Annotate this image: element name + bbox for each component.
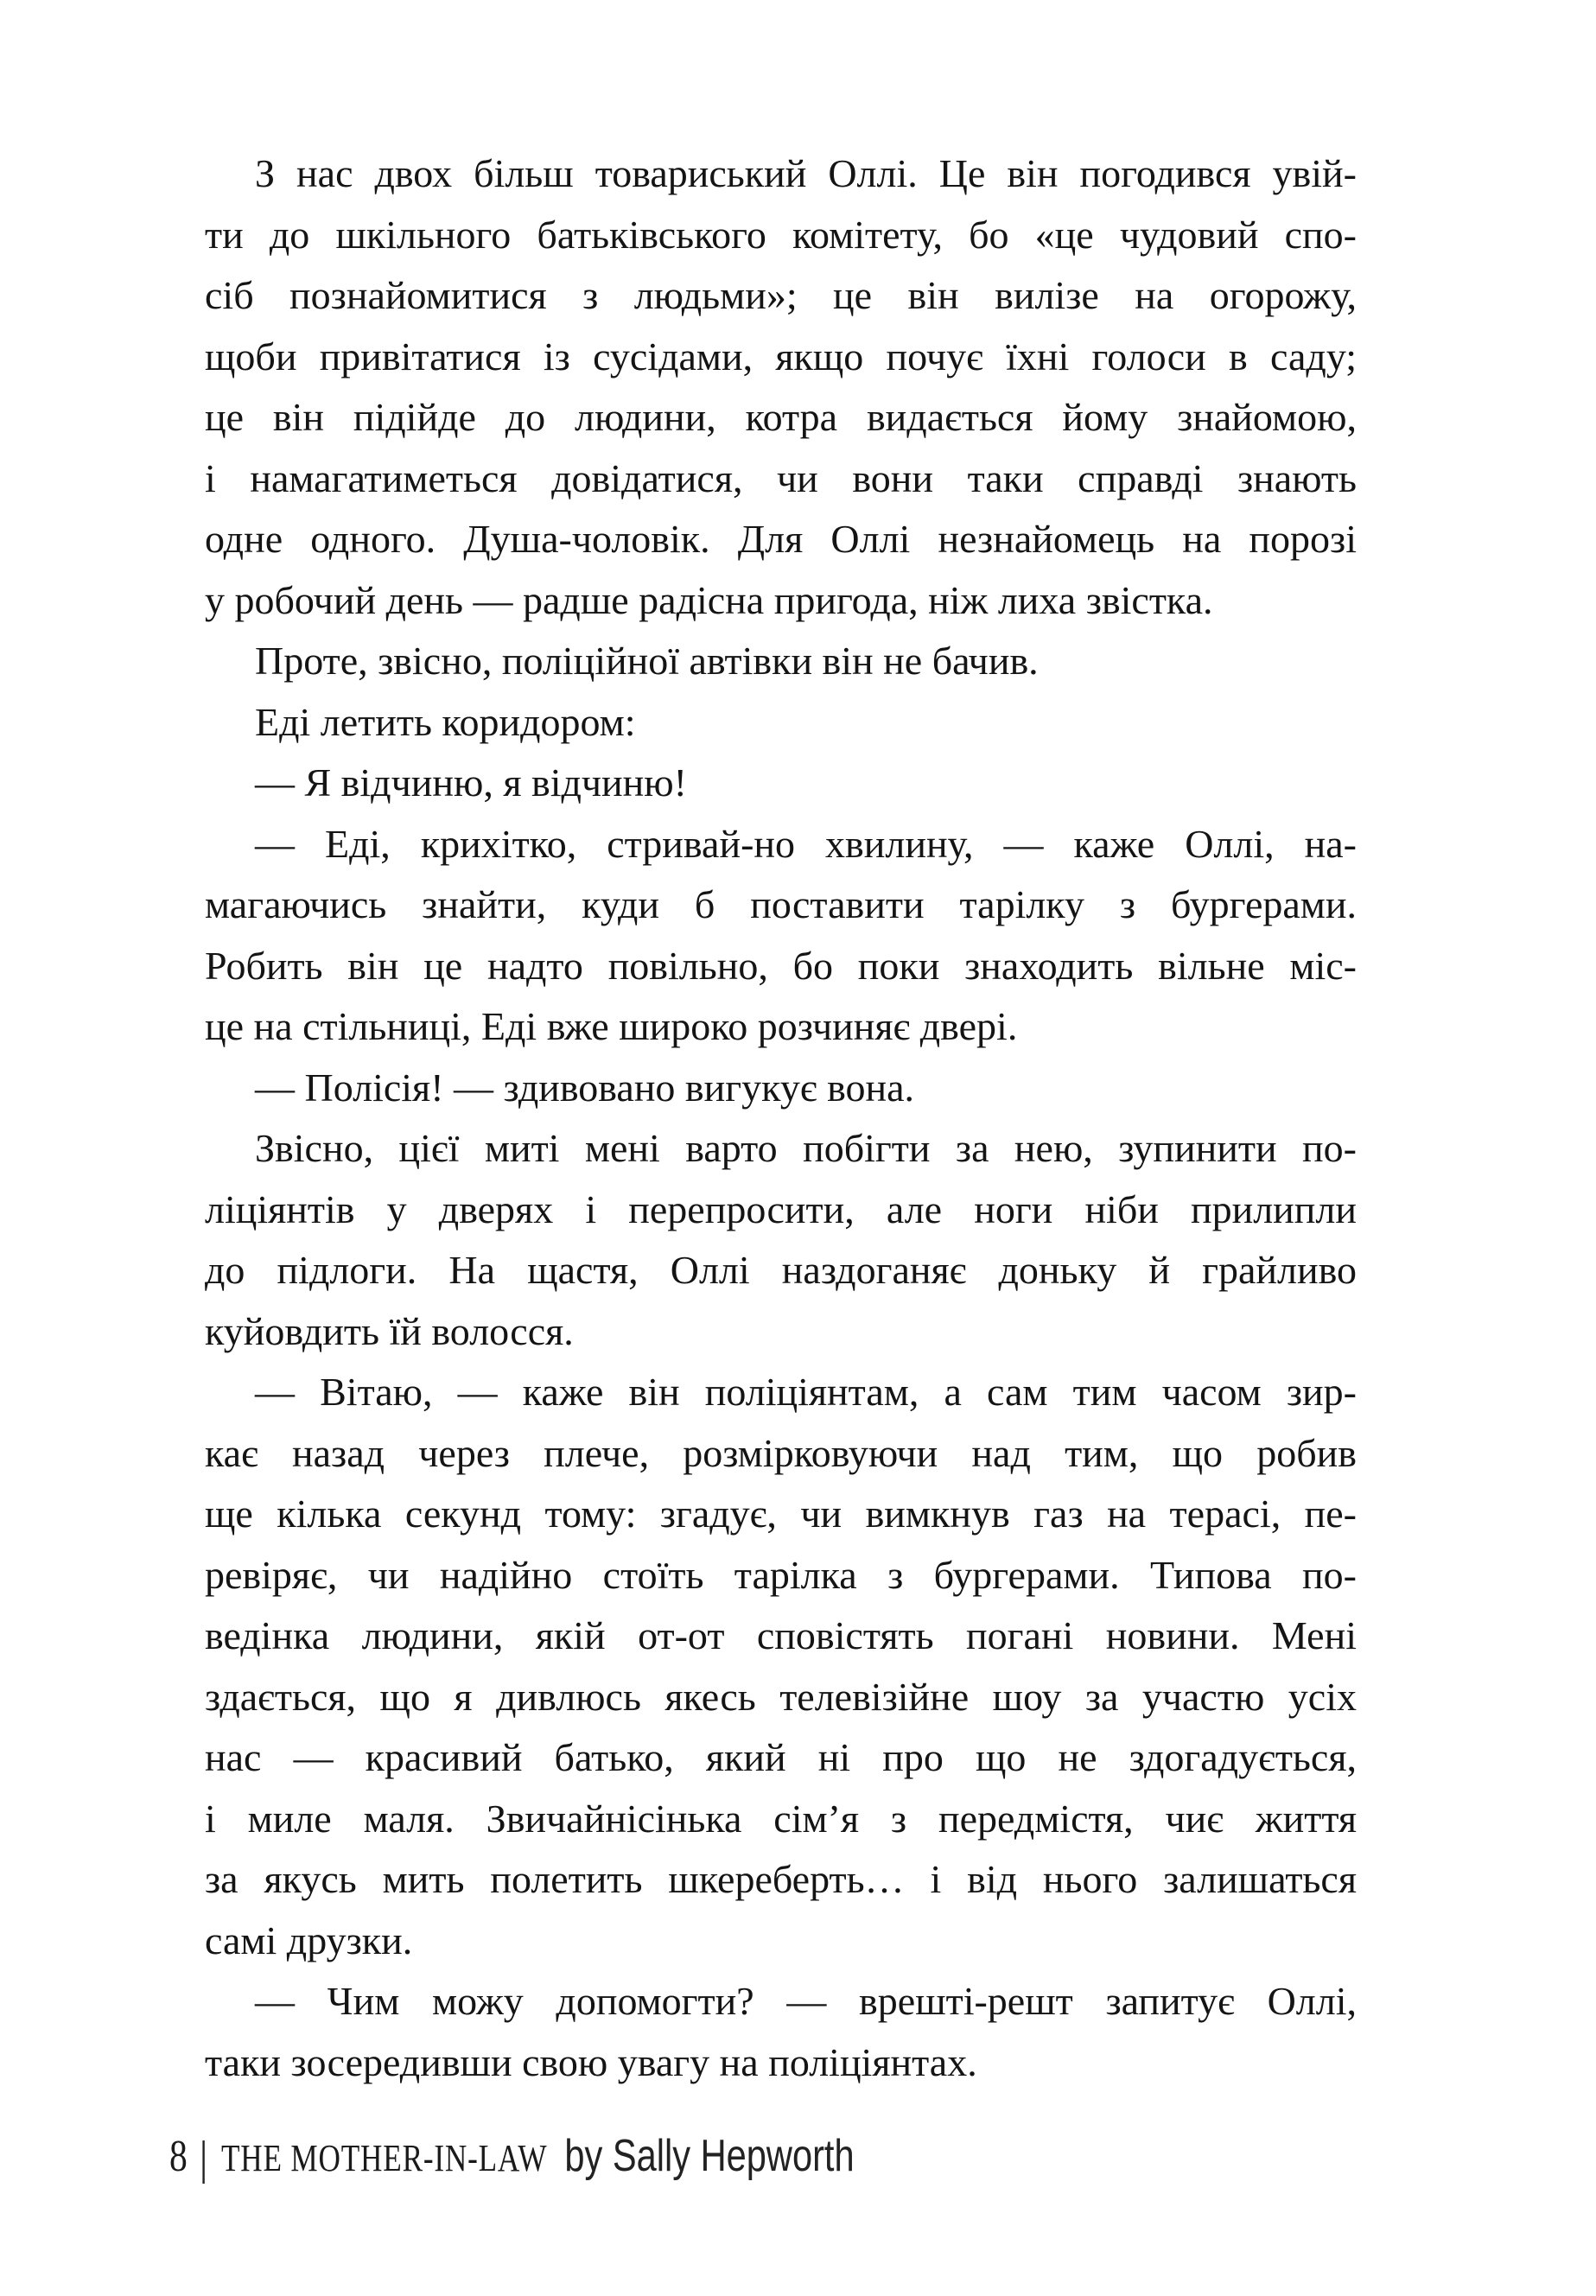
- text-line: у робочий день — радше радісна пригода, ніж лиха звістка.: [205, 577, 1213, 622]
- text-line: Робить він це надто повільно, бо поки знаходить вільне міс-: [205, 943, 1357, 988]
- text-line: здається, що я дивлюсь якесь телевізійне шоу за участю усіх: [205, 1674, 1357, 1719]
- text-line: одне одного. Душа-чоловік. Для Оллі незнайомець на порозі: [205, 517, 1357, 561]
- text-line: — Я відчиню, я відчиню!: [255, 760, 687, 805]
- text-line: ліціянтів у дверях і перепросити, але ноги ніби прилипли: [205, 1186, 1357, 1231]
- text-line: це на стільниці, Еді вже широко розчиняє двері.: [205, 1004, 1018, 1048]
- book-title: THE MOTHER-IN-LAW: [221, 2137, 548, 2179]
- text-line: ревіряє, чи надійно стоїть тарілка з бургерами. Типова по-: [205, 1552, 1357, 1597]
- text-line: ведінка людини, якій от-от сповістять погані новини. Мені: [205, 1613, 1357, 1657]
- paragraph: [205, 1971, 1357, 2093]
- paragraph: [205, 1362, 1357, 1971]
- text-line: Проте, звісно, поліційної автівки він не бачив.: [255, 639, 1039, 683]
- text-line: — Вітаю, — каже він поліціянтам, а сам тим часом зир-: [255, 1370, 1357, 1414]
- footer-divider: [202, 2140, 204, 2184]
- text-line: — Чим можу допомогти? — врешті-решт запитує Оллі,: [255, 1979, 1357, 2023]
- text-line: — Еді, крихітко, стривай-но хвилину, — каже Оллі, на-: [255, 821, 1357, 866]
- paragraph: [205, 143, 1357, 631]
- paragraph: [205, 631, 1357, 692]
- page-text: [205, 143, 1357, 2093]
- author-credit: by Sally Hepworth: [564, 2131, 855, 2181]
- text-line: нас — красивий батько, який ні про що не здогадується,: [205, 1735, 1357, 1779]
- text-line: щоби привітатися із сусідами, якщо почує їхні голоси в саду;: [205, 334, 1357, 378]
- paragraph: [205, 753, 1357, 814]
- paragraph: [205, 814, 1357, 1058]
- text-line: З нас двох більш товариський Оллі. Це він погодився увій-: [255, 151, 1357, 195]
- text-line: магаючись знайти, куди б поставити тарілку з бургерами.: [205, 882, 1357, 926]
- text-line: Звісно, цієї миті мені варто побігти за нею, зупинити по-: [255, 1126, 1357, 1170]
- paragraph: [205, 1118, 1357, 1362]
- text-line: до підлоги. На щастя, Оллі наздоганяє доньку й грайливо: [205, 1248, 1357, 1292]
- text-line: і миле маля. Звичайнісінька сім’я з передмістя, чиє життя: [205, 1796, 1357, 1841]
- text-line: таки зосередивши свою увагу на поліціянтах.: [205, 2039, 977, 2084]
- text-line: кає назад через плече, розмірковуючи над тим, що робив: [205, 1430, 1357, 1475]
- text-line: сіб познайомитися з людьми»; це він вилізе на огорожу,: [205, 273, 1357, 317]
- text-line: куйовдить їй волосся.: [205, 1308, 574, 1353]
- text-line: ще кілька секунд тому: згадує, чи вимкнув газ на терасі, пе-: [205, 1491, 1357, 1536]
- text-line: за якусь мить полетить шкереберть… і від нього залишаться: [205, 1857, 1357, 1901]
- paragraph: [205, 1058, 1357, 1119]
- text-line: самі друзки.: [205, 1918, 413, 1962]
- text-line: Еді летить коридором:: [255, 699, 636, 744]
- text-line: і намагатиметься довідатися, чи вони таки справді знають: [205, 455, 1357, 500]
- text-line: ти до шкільного батьківського комітету, бо «це чудовий спо-: [205, 212, 1357, 257]
- paragraph: [205, 692, 1357, 754]
- page-number: 8: [169, 2132, 188, 2181]
- page-footer: [169, 2131, 855, 2187]
- text-line: — Полісія! — здивовано вигукує вона.: [255, 1065, 915, 1110]
- text-line: це він підійде до людини, котра видається йому знайомою,: [205, 395, 1357, 439]
